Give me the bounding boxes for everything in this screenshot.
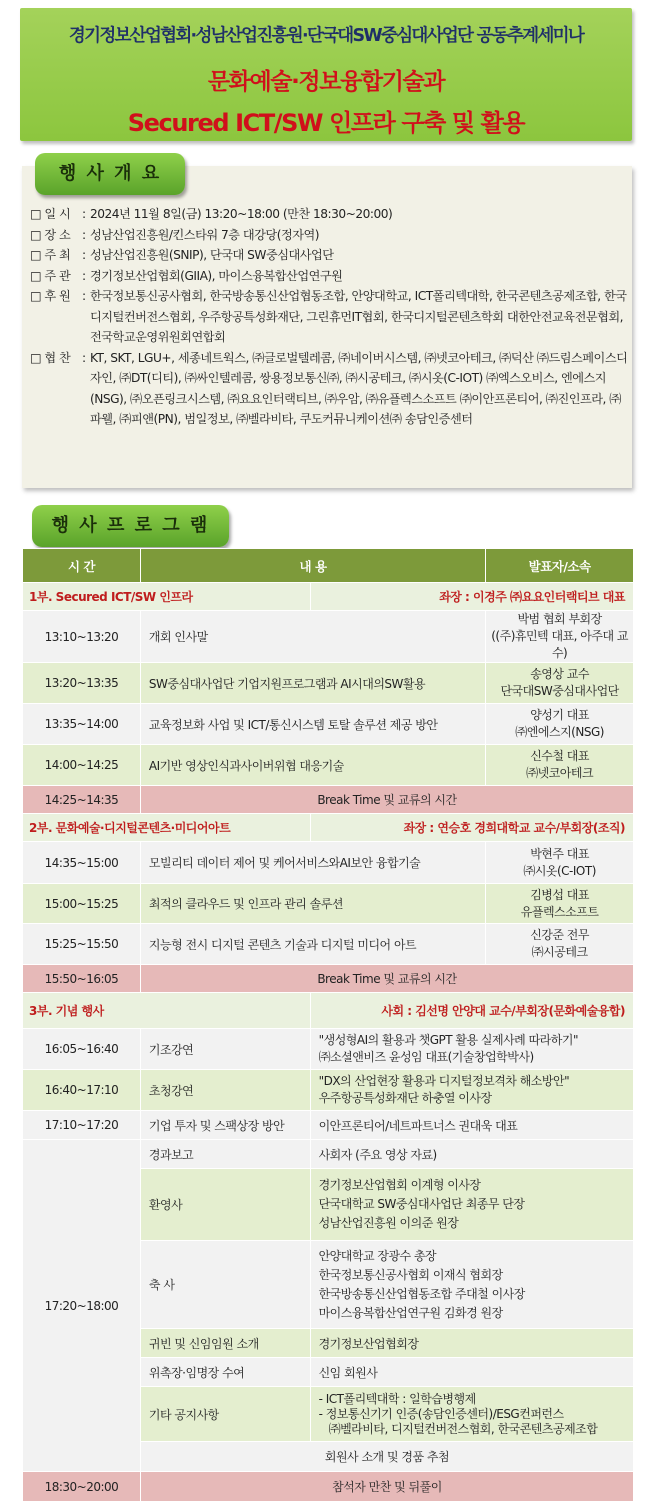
- title-banner: [20, 8, 632, 141]
- speaker-affiliation: ((주)휴민텍 대표, 아주대 교수): [491, 629, 628, 660]
- session-time: 13:10~13:20: [23, 611, 141, 663]
- dinner-row: [23, 1472, 634, 1502]
- overview-list: [30, 204, 630, 430]
- session-type: 경과보고: [140, 1140, 310, 1169]
- session-title: AI기반 영상인식과사이버위협 대응기술: [140, 745, 485, 786]
- overview-heading: 행 사 개 요: [35, 153, 185, 195]
- speaker-name: 박범 협회 부회장: [517, 612, 602, 626]
- break-text: Break Time 및 교류의 시간: [140, 965, 633, 993]
- table-row: [23, 704, 634, 745]
- session-time: 15:00~15:25: [23, 884, 141, 924]
- session-type: 위촉장·임명장 수여: [140, 1358, 310, 1387]
- overview-value: 성남산업진흥원/킨스타워 7층 대강당(정자역): [90, 227, 320, 242]
- overview-row-date: □ 일 시 : 2024년 11월 8일(금) 13:20~18:00 (만찬 18:30~20:00): [30, 204, 630, 225]
- overview-label: □ 주 관: [30, 268, 71, 283]
- session-title: "생성형AI의 활용과 챗GPT 활용 실제사례 따라하기": [318, 1033, 578, 1047]
- overview-value: 2024년 11월 8일(금) 13:20~18:00 (만찬 18:30~20:00): [90, 207, 393, 221]
- program-table: [22, 548, 634, 1502]
- table-row: [23, 1070, 634, 1111]
- speaker-line: 경기정보산업협회 이계형 이사장: [318, 1178, 481, 1192]
- session-detail: 이안프론티어/네트파트너스 권대욱 대표: [310, 1111, 633, 1140]
- notice-line: ㈜벨라비타, 디지털컨버전스협회, 한국콘텐츠공제조합: [328, 1421, 598, 1436]
- speaker-name: 양성기 대표: [530, 708, 589, 722]
- session-speaker: [486, 704, 634, 745]
- speaker-line: 한국방송통신산업협동조합 주대철 이사장: [318, 1286, 525, 1301]
- table-header-row: [23, 549, 634, 583]
- part-row: [23, 583, 634, 611]
- session-detail: [310, 1387, 633, 1442]
- session-type: 환영사: [140, 1169, 310, 1241]
- speaker-line: 한국정보통신공사협회 이재식 협회장: [318, 1267, 503, 1282]
- session-detail: [310, 1169, 633, 1241]
- speaker-line: 단국대학교 SW중심대사업단 최종무 단장: [318, 1197, 525, 1211]
- overview-label: □ 후 원: [30, 289, 71, 303]
- session-speaker: [486, 924, 634, 965]
- notice-line: - 정보통신기기 인증(송담인증센터)/ESG컨퍼런스: [318, 1406, 564, 1421]
- speaker-affiliation: 유플렉스소프트: [520, 904, 599, 919]
- session-detail: [310, 1029, 633, 1070]
- break-time: 15:50~16:05: [23, 965, 141, 993]
- dinner-time: 18:30~20:00: [23, 1472, 141, 1502]
- speaker-affiliation: ㈜엔에스지(NSG): [515, 725, 604, 739]
- table-row: [23, 663, 634, 704]
- overview-row-venue: □ 장 소 : 성남산업진흥원/킨스타워 7층 대강당(정자역): [30, 225, 630, 246]
- lottery-text: 회원사 소개 및 경품 추첨: [140, 1442, 633, 1472]
- table-row: [23, 1029, 634, 1070]
- break-row: [23, 965, 634, 993]
- session-detail: 사회자 (주요 영상 자료): [310, 1140, 633, 1169]
- session-speaker: [486, 663, 634, 704]
- session-time: 13:20~13:35: [23, 663, 141, 704]
- session-detail: 신임 회원사: [310, 1358, 633, 1387]
- banner-organizers: 경기정보산업협회·성남산업진흥원·단국대SW중심대사업단 공동추계세미나: [68, 26, 584, 46]
- session-time: 14:00~14:25: [23, 745, 141, 786]
- dinner-text: 참석자 만찬 및 뒤풀이: [140, 1472, 633, 1502]
- speaker-affiliation: ㈜시옷(C-IOT): [523, 863, 596, 878]
- speaker-name: 김병섭 대표: [530, 887, 589, 902]
- banner-title-line1: 문화예술·정보융합기술과: [207, 69, 445, 95]
- table-row: [23, 924, 634, 965]
- overview-label: □ 장 소: [30, 227, 71, 242]
- session-time: 15:25~15:50: [23, 924, 141, 965]
- speaker-line: 성남산업진흥원 이의준 원장: [318, 1216, 459, 1230]
- speaker-name: 신수철 대표: [530, 749, 589, 763]
- session-type: 귀빈 및 신임임원 소개: [140, 1329, 310, 1358]
- session-detail: [310, 1070, 633, 1111]
- speaker-name: 송영상 교수: [530, 667, 589, 681]
- session-speaker: 우주항공특성화재단 하충열 이사장: [318, 1091, 492, 1105]
- overview-value: 성남산업진흥원(SNIP), 단국대 SW중심대사업단: [90, 248, 334, 262]
- session-title: 모빌리티 데이터 제어 및 케어서비스와AI보안 융합기술: [140, 842, 485, 884]
- session-speaker: [486, 745, 634, 786]
- session-title: "DX의 산업현장 활용과 디지털정보격차 해소방안": [318, 1074, 570, 1088]
- break-text: Break Time 및 교류의 시간: [140, 786, 633, 814]
- session-time: 16:40~17:10: [23, 1070, 141, 1111]
- speaker-line: 안양대학교 장광수 총장: [318, 1248, 437, 1263]
- session-title: 개회 인사말: [140, 611, 485, 663]
- part-chair: 사회 : 김선명 안양대 교수/부회장(문화예술융합): [310, 993, 633, 1029]
- overview-row-organizer: □ 주 관 : 경기정보산업협회(GIIA), 마이스융복합산업연구원: [30, 266, 630, 287]
- session-title: 교육정보화 사업 및 ICT/통신시스템 토탈 솔루션 제공 방안: [140, 704, 485, 745]
- part-row: [23, 814, 634, 842]
- session-detail: 경기정보산업협회장: [310, 1329, 633, 1358]
- session-type: 기타 공지사항: [140, 1387, 310, 1442]
- session-time: 17:10~17:20: [23, 1111, 141, 1140]
- part-title: 1부. Secured ICT/SW 인프라: [23, 583, 311, 611]
- overview-value: 경기정보산업협회(GIIA), 마이스융복합산업연구원: [90, 268, 343, 283]
- table-row: [23, 884, 634, 924]
- program-heading: 행 사 프 로 그 램: [32, 505, 229, 547]
- overview-row-sponsors: □ 후 원 : 한국정보통신공사협회, 한국방송통신산업협동조합, 안양대학교, ICT폴리텍대학, 한국콘텐츠공제조합, 한국디지털컨버전스협회, 우주항공특성화재단, 그린휴먼IT협회, 한국디지털콘텐츠학회 대한안전교육전문협회, 전국학교운영위원회연합회: [30, 286, 630, 348]
- banner-title-line2: Secured ICT/SW 인프라 구축 및 활용: [127, 109, 525, 137]
- session-detail: [310, 1241, 633, 1329]
- part-row: [23, 993, 634, 1029]
- break-row: [23, 786, 634, 814]
- header-time: 시 간: [23, 549, 141, 583]
- session-title: SW중심대사업단 기업지원프로그램과 AI시대의SW활용: [140, 663, 485, 704]
- session-time: 14:35~15:00: [23, 842, 141, 884]
- table-row: [23, 745, 634, 786]
- overview-value: 한국정보통신공사협회, 한국방송통신산업협동조합, 안양대학교, ICT폴리텍대학, 한국콘텐츠공제조합, 한국디지털컨버전스협회, 우주항공특성화재단, 그린휴먼IT협회, 한국디지털콘텐츠학회 대한안전교육전문협회, 전국학교운영위원회연합회: [90, 289, 627, 344]
- table-row: [23, 611, 634, 663]
- overview-row-supporters: □ 협 찬 : KT, SKT, LGU+, 세종네트웍스, ㈜글로벌텔레콤, ㈜네이버시스템, ㈜넷코아테크, ㈜덕산 ㈜드림스페이스디자인, ㈜DT(디티), ㈜싸인텔레콤, 쌍용정보통신㈜, ㈜시공테크, ㈜시옷(C-IOT) ㈜엑스오비스, 엔에스지(NSG), ㈜오픈링크시스템, ㈜요요인터랙티브, ㈜우암, ㈜유플렉스소프트 ㈜이안프론티어, ㈜진인프라, ㈜파웰, ㈜피앤(PN), 범일정보, ㈜벨라비타, 쿠도커뮤니케이션㈜ 송담인증센터: [30, 348, 630, 430]
- session-time: 13:35~14:00: [23, 704, 141, 745]
- break-time: 14:25~14:35: [23, 786, 141, 814]
- header-speaker: 발표자/소속: [486, 549, 634, 583]
- session-title: 지능형 전시 디지털 콘텐츠 기술과 디지털 미디어 아트: [140, 924, 485, 965]
- session-type: 기조강연: [140, 1029, 310, 1070]
- part-title: 2부. 문화예술·디지털콘텐츠·미디어아트: [23, 814, 311, 842]
- session-type: 초청강연: [140, 1070, 310, 1111]
- table-row: [23, 1140, 634, 1169]
- part-title: 3부. 기념 행사: [23, 993, 311, 1029]
- table-row: [23, 842, 634, 884]
- speaker-line: 마이스융복합산업연구원 김화경 원장: [318, 1305, 503, 1320]
- overview-label: □ 주 최: [30, 248, 71, 262]
- session-speaker: [486, 611, 634, 663]
- overview-label: □ 협 찬: [30, 350, 71, 365]
- table-row: [23, 1111, 634, 1140]
- overview-label: □ 일 시: [30, 207, 71, 221]
- session-type: 기업 투자 및 스팩상장 방안: [140, 1111, 310, 1140]
- overview-value: KT, SKT, LGU+, 세종네트웍스, ㈜글로벌텔레콤, ㈜네이버시스템, ㈜넷코아테크, ㈜덕산 ㈜드림스페이스디자인, ㈜DT(디티), ㈜싸인텔레콤, 쌍용정보통신㈜, ㈜시공테크, ㈜시옷(C-IOT) ㈜엑스오비스, 엔에스지(NSG), ㈜오픈링크시스템, ㈜요요인터랙티브, ㈜우암, ㈜유플렉스소프트 ㈜이안프론티어, ㈜진인프라, ㈜파웰, ㈜피앤(PN), 범일정보, ㈜벨라비타, 쿠도커뮤니케이션㈜ 송담인증센터: [90, 350, 628, 426]
- part-chair: 좌장 : 연승호 경희대학교 교수/부회장(조직): [310, 814, 633, 842]
- session-time: 16:05~16:40: [23, 1029, 141, 1070]
- speaker-affiliation: 단국대SW중심대사업단: [500, 684, 619, 698]
- session-speaker: ㈜소셜앤비즈 윤성임 대표(기술창업학박사): [318, 1050, 534, 1064]
- notice-line: - ICT폴리텍대학 : 일학습병행제: [318, 1391, 476, 1406]
- speaker-name: 박현주 대표: [530, 846, 589, 861]
- speaker-affiliation: ㈜시공테크: [531, 945, 588, 959]
- part-chair: 좌장 : 이경주 ㈜요요인터랙티브 대표: [310, 583, 633, 611]
- speaker-name: 신강준 전무: [530, 928, 589, 942]
- session-speaker: [486, 884, 634, 924]
- session-time: 17:20~18:00: [23, 1140, 141, 1472]
- header-content: 내 용: [140, 549, 485, 583]
- session-speaker: [486, 842, 634, 884]
- session-title: 최적의 클라우드 및 인프라 관리 솔루션: [140, 884, 485, 924]
- overview-row-host: □ 주 최 : 성남산업진흥원(SNIP), 단국대 SW중심대사업단: [30, 245, 630, 266]
- speaker-affiliation: ㈜넷코아테크: [526, 766, 594, 780]
- session-type: 축 사: [140, 1241, 310, 1329]
